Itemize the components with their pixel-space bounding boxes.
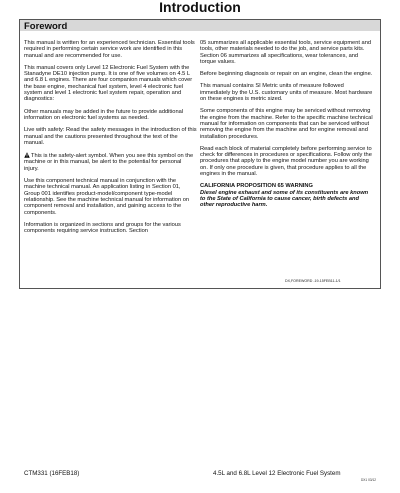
safety-alert-paragraph [24, 152, 197, 172]
left-column [24, 40, 197, 240]
footer-manual-id: CTM331 (16FEB18) [24, 470, 80, 477]
prop65-warning-text: Diesel engine exhaust and some of its constituents are known to the State of California to cause cancer, birth defects and other reproductive harm. [200, 189, 369, 209]
paragraph: Information is organized in sections and groups for the various components requiring service instruction. Section [24, 221, 181, 235]
paragraph: This manual covers only Level 12 Electronic Fuel System with the Stanadyne DE10 injection pump. It is one of five volumes on 4.5 L and 6.8 L engines. There are four companion manuals which cover the base engine, mechanical fuel system, level 4 electronic fuel system and level 1 electronic fuel system repair, operation and diagnostics: [24, 64, 193, 103]
page-title: Introduction [159, 0, 241, 15]
paragraph: Before beginning diagnosis or repair on an engine, clean the engine. [200, 71, 373, 78]
paragraph: This manual contains SI Metric units of measure followed immediately by the U.S. customary units of measure. Most hardware on these engines is metric sized. [200, 83, 373, 103]
document-id: DX,FOREWORD -19-15FEB11-1/1 [285, 279, 341, 283]
section-title: Foreword [24, 21, 68, 32]
paragraph: Some components of this engine may be serviced without removing the engine from the machine. Refer to the specific machine technical manual for information on components that can be serviced without removing the engine from the machine and for engine removal and installation procedures. [200, 108, 373, 140]
paragraph: This manual is written for an experienced technician. Essential tools required in performing certain service work are identified in this manual and are recommended for use. [24, 40, 195, 59]
paragraph: Use this component technical manual in conjunction with the machine technical manual. An application listing in Section 01, Group 001 identifies product-model/component type-model relationship. See the machine technical manual for information on component removal and installation, and gaining access to the components. [24, 178, 190, 216]
paragraph: 05 summarizes all applicable essential tools, service equipment and tools, other materials needed to do the job, and service parts kits. Section 06 summarizes all specifications, wear tolerances, and torque values. [200, 40, 372, 65]
prop65-title: CALIFORNIA PROPOSITION 65 WARNING [200, 183, 313, 190]
paragraph: Live with safety: Read the safety messages in the introduction of this manual and the cautions presented throughout the text of the manual. [24, 127, 197, 146]
safety-alert-triangle-icon [24, 152, 30, 158]
safety-alert-text: This is the safety-alert symbol. When you see this symbol on the machine or in this manual, be alert to the potential for personal injury. [24, 153, 194, 172]
right-column [200, 40, 373, 215]
paragraph: Read each block of material completely before performing service to check for differences in procedures or specifications. Follow only the procedures that apply to the engine model number you are working on. If only one procedure is given, that procedure applies to all the engines in the manual. [200, 145, 372, 178]
footer-manual-title: 4.5L and 6.8L Level 12 Electronic Fuel System [213, 470, 341, 477]
section-header-bar [19, 19, 381, 31]
paragraph: Other manuals may be added in the future to provide additional information on electronic fuel systems as needed. [24, 108, 184, 121]
footer-small-code: DX1 03/12 [361, 478, 377, 482]
